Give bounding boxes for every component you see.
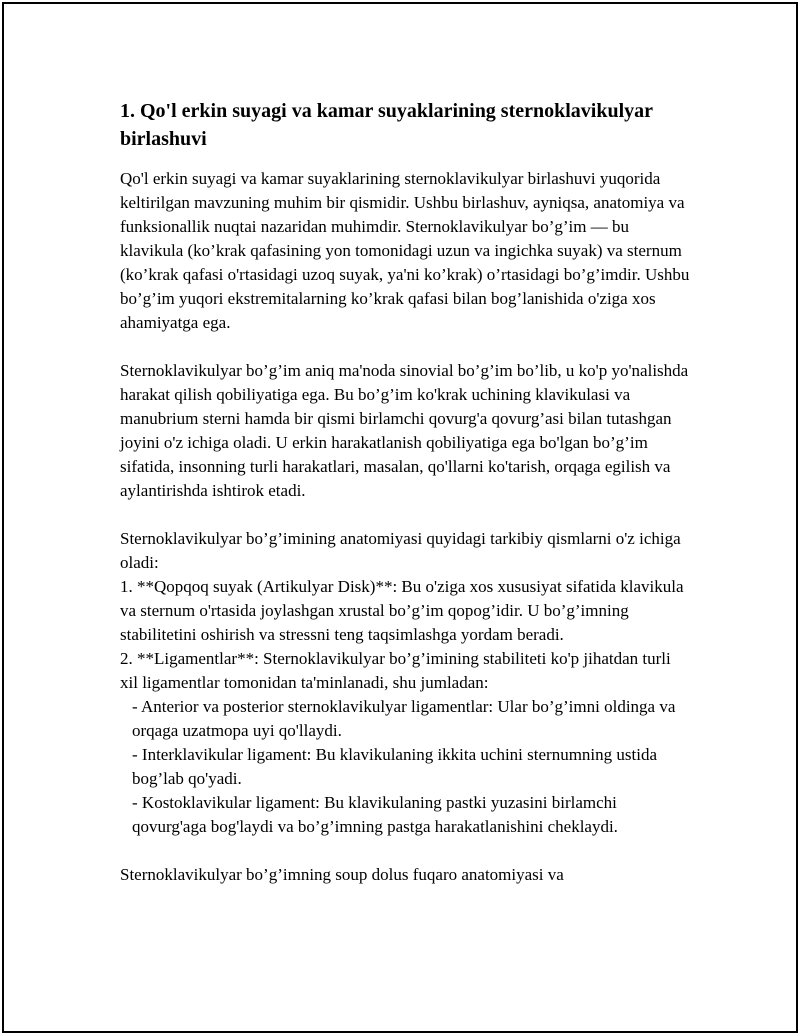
document-body: [120, 97, 690, 887]
anatomy-intro-text: Sternoklavikulyar bo’g’imining anatomiyasi quyidagi tarkibiy qismlarni o'z ichiga oladi:: [120, 529, 685, 572]
paragraph-truncated: Sternoklavikulyar bo’g’imning soup dolus fuqaro anatomiyasi va: [120, 865, 564, 884]
list-item-ligaments: 2. **Ligamentlar**: Sternoklavikulyar bo’g’imining stabiliteti ko'p jihatdan turli xil ligamentlar tomonidan ta'minlanadi, shu jumladan:: [120, 649, 675, 692]
paragraph-joint-description: Sternoklavikulyar bo’g’im aniq ma'noda sinovial bo’g’im bo’lib, u ko'p yo'nalishda harakat qilish qobiliyatiga ega. Bu bo’g’im ko'krak uchining klavikulasi va manubrium sterni hamda bir qismi birlamchi qovurg'a qovurg’asi bilan tutashgan joyini o'z ichiga oladi. U erkin harakatlanish qobiliyatiga ega bo'lgan bo’g’im sifatida, insonning turli harakatlari, masalan, qo'llarni ko'tarish, orqaga egilish va aylantirishda ishtirok etadi.: [120, 361, 689, 500]
sub-item-interclavicular-ligament: - Interklavikular ligament: Bu klavikulaning ikkita uchini sternumning ustida bog’lab qo'yadi.: [132, 745, 662, 788]
paragraph-anatomy: [120, 527, 690, 839]
page-frame: [2, 2, 798, 1033]
sub-item-costoclavicular-ligament: - Kostoklavikular ligament: Bu klavikulaning pastki yuzasini birlamchi qovurg'aga bog'laydi va bo’g’imning pastga harakatlanishini cheklaydi.: [132, 793, 622, 836]
list-item-articular-disk: 1. **Qopqoq suyak (Artikulyar Disk)**: Bu o'ziga xos xususiyat sifatida klavikula va sternum o'rtasida joylashgan xrustal bo’g’im qopog’idir. U bo’g’imning stabilitetini oshirish va stressni teng taqsimlashga yordam beradi.: [120, 577, 688, 644]
sub-item-anterior-posterior-ligaments: - Anterior va posterior sternoklavikulyar ligamentlar: Ular bo’g’imni oldinga va orqaga uzatmopa uyi qo'llaydi.: [132, 697, 680, 740]
section-heading: 1. Qo'l erkin suyagi va kamar suyaklarining sternoklavikulyar birlashuvi: [120, 100, 653, 150]
paragraph-intro: Qo'l erkin suyagi va kamar suyaklarining sternoklavikulyar birlashuvi yuqorida keltirilgan mavzuning muhim bir qismidir. Ushbu birlashuv, ayniqsa, anatomiya va funksionallik nuqtai nazaridan muhimdir. Sternoklavikulyar bo’g’im — bu klavikula (ko’krak qafasining yon tomonidagi uzun va ingichka suyak) va sternum (ko’krak qafasi o'rtasidagi uzoq suyak, ya'ni ko’krak) o’rtasidagi bo’g’imdir. Ushbu bo’g’im yuqori ekstremitalarning ko’krak qafasi bilan bog’lanishida o'ziga xos ahamiyatga ega.: [120, 169, 690, 332]
